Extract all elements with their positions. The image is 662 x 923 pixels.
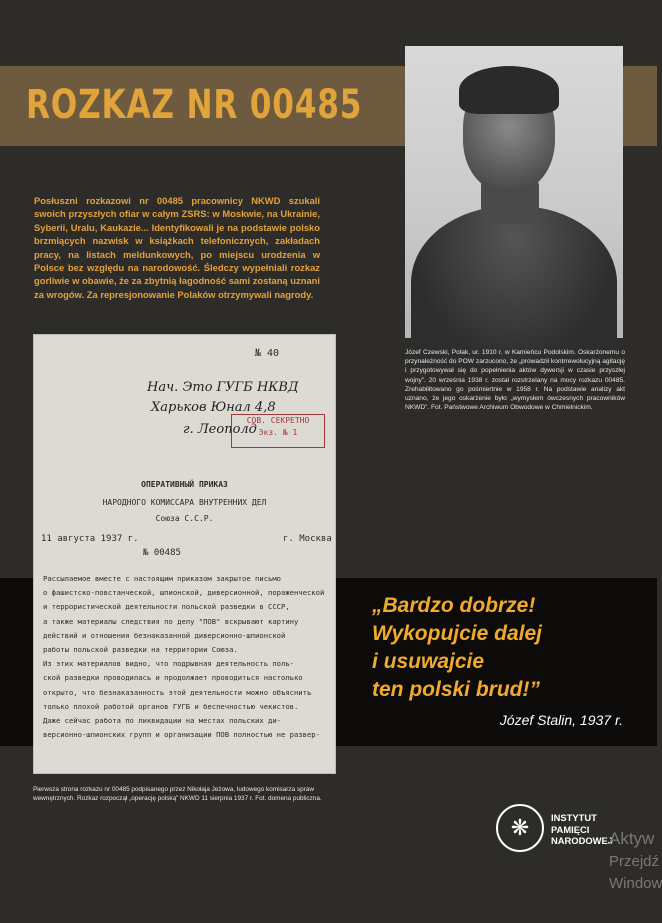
document-body-line: Рассылаемое вместе с настоящим приказом закрытое письмо [43,574,281,583]
institute-line: NARODOWEJ [551,835,613,847]
portrait-body [411,206,617,366]
quote-line: „Bardzo dobrze! [372,594,536,617]
document-heading: Союза С.С.Р. [155,514,214,523]
portrait-photo [405,46,623,338]
document-handwriting: Харьков Юнал 4,8 [151,400,276,415]
order-document-image [33,334,336,774]
stamp-line: СОВ. СЕКРЕТНО [246,416,310,425]
document-date: 11 августа 1937 г. [41,534,139,544]
portrait-hair [459,66,559,114]
document-body-line: версионно-шпионских групп и организации ПОВ полностью не развер- [43,730,320,740]
stalin-quote [372,592,642,704]
quote-line: i usuwajcie [372,650,485,673]
stamp-line: Экз. № 1 [258,428,298,437]
portrait-caption: Józef Czewski, Polak, ur. 1910 r. w Kamieńcu Podolskim. Oskarżonemu o przynależność do POW zarzucono, że „prowadził kontrrewolucyjną agitację i przygotowywał się do popełnienia aktów dywersji w czasie przyszłej wojny”. 20 września 1938 r. został rozstrzelany na mocy rozkazu 00485. Zrehabilitowano go pośmiertnie w 1958 r. Na podstawie analizy akt uznano, że jego oskarżenie było „wymysłem ówczesnych pracowników NKWD”. Fot. Państwowe Archiwum Obwodowe w Chmielnickim. [405,349,625,412]
document-body-line: о фашистско-повстанческой, шпионской, диверсионной, пораженческой [43,588,325,598]
document-stamp [231,414,325,448]
quote-line: Wykopujcie dalej [372,622,542,645]
document-body-line: а также материалы следствия по делу "ПОВ" вскрывают картину [43,616,299,626]
document-caption: Pierwsza strona rozkazu nr 00485 podpisanego przez Nikołaja Jeżowa, ludowego komisarza spraw wewnętrznych. Rozkaz rozpoczął „operację polską” NKWD 11 sierpnia 1937 r. Fot. domena publiczna. [33,786,322,802]
watermark-line: Window [609,875,662,892]
document-handwriting: г. Леополд [183,422,257,437]
quote-line: ten polski brud!” [372,678,540,701]
document-city: г. Москва [283,534,332,544]
watermark-line: Przejdź [609,853,660,870]
document-handwriting: Нач. Это ГУГБ НКВД [147,380,299,395]
document-body-line: ской разведки проводилась и продолжает проводиться настолько [43,673,303,683]
windows-activation-watermark [609,828,662,895]
watermark-line: Aktyw [609,829,655,848]
document-body-line: работы польской разведки на территории Союза. [43,645,238,655]
document-body-line: Из этих материалов видно, что подрывная деятельность поль- [43,659,294,669]
document-order-number: № 00485 [143,548,181,558]
institute-name [551,812,613,847]
institute-line: PAMIĘCI [551,823,590,835]
document-body-line: и террористической деятельности польской разведки в СССР, [43,602,290,612]
intro-text: Posłuszni rozkazowi nr 00485 pracownicy NKWD szukali swoich przyszłych ofiar w całym ZSRS: w Moskwie, na Ukrainie, Syberii, Uralu, Kaukazie... Identyfikowali je na podstawie polsko brzmiących nazwisk w książkach telefonicznych, zakładach pracy, na listach meldunkowych, po miejscu urodzenia w Polsce bez względu na narodowość. Śledczy wypełniali rozkaz gorliwie w obawie, że za zbytnią łagodność sami zostaną uznani za wrogów. Za represjonowanie Polaków otrzymywali nagrody. [34,195,320,300]
document-body-line: только плохой работой органов ГУГБ и беспечностью чекистов. [43,701,299,711]
document-body [43,572,329,742]
document-body-line: открыто, что безнаказанность этой деятельности можно объяснить [43,687,312,697]
institute-line: INSTYTUT [551,812,597,823]
document-body-line: Даже сейчас работа по ликвидации на местах польских ди- [43,716,281,726]
document-body-line: действий и отношения безнаказанной диверсионно-шпионской [43,630,286,640]
page-title: ROZKAZ NR 00485 [26,82,363,128]
document-heading: ОПЕРАТИВНЫЙ ПРИКАЗ [141,480,228,489]
eagle-emblem-icon: ❋ [496,804,544,852]
quote-author: Józef Stalin, 1937 r. [499,712,623,728]
document-heading: НАРОДНОГО КОМИССАРА ВНУТРЕННИХ ДЕЛ [102,498,267,507]
document-number: № 40 [255,348,280,359]
